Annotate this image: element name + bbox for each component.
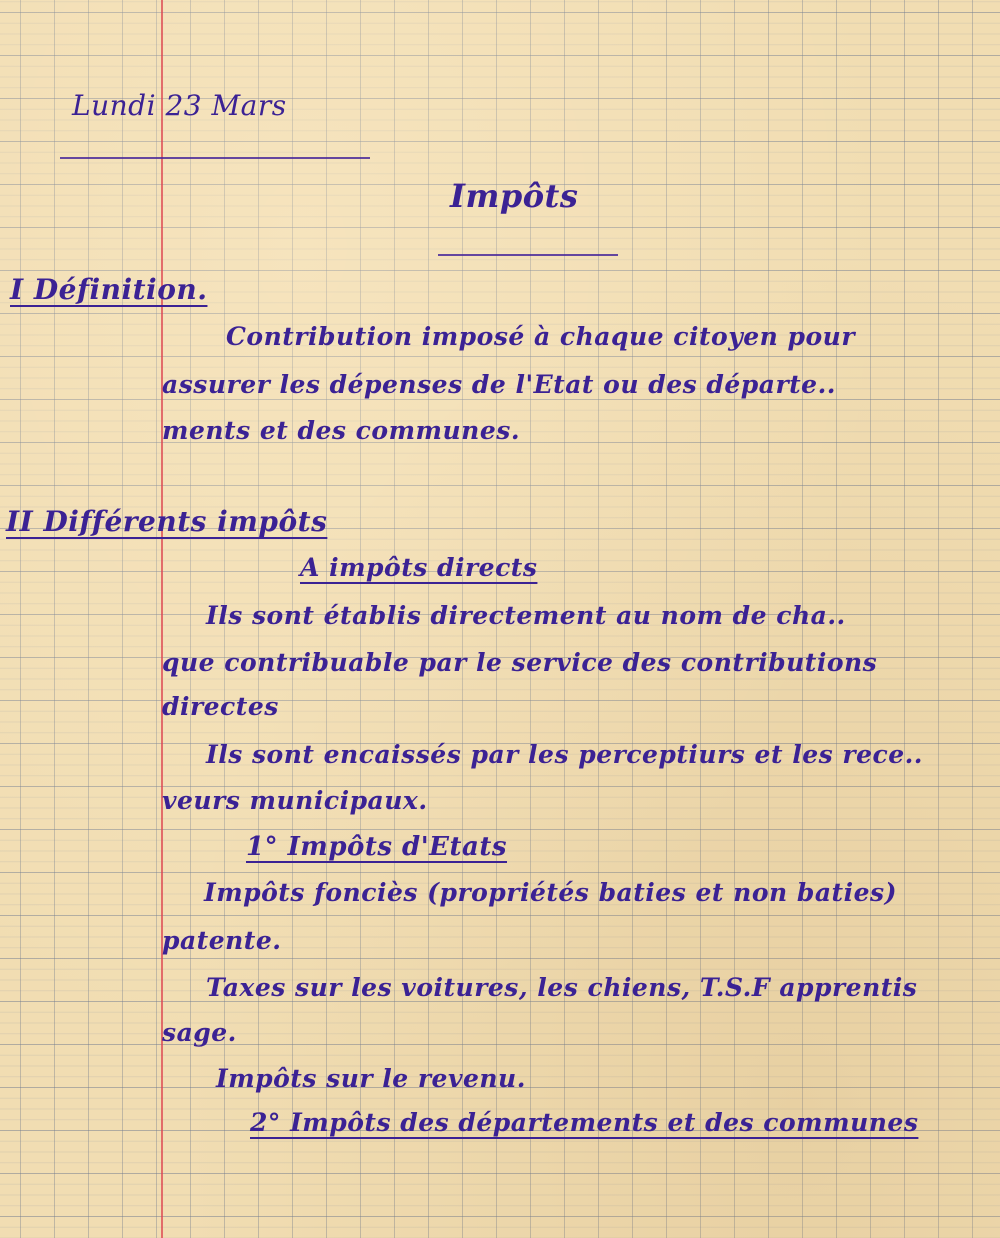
section-2-heading: II Différents impôts — [6, 505, 328, 538]
direct-line-1: Ils sont établis directement au nom de cha.. — [206, 601, 846, 630]
subheading-state-taxes: 1° Impôts d'Etats — [246, 832, 507, 862]
definition-line-1: Contribution imposé à chaque citoyen pour — [226, 322, 856, 351]
direct-line-5: veurs municipaux. — [162, 786, 428, 815]
state-line-1: Impôts fonciès (propriétés baties et non baties) — [204, 878, 897, 907]
direct-line-2: que contribuable par le service des contributions — [162, 648, 878, 677]
subheading-direct-taxes: A impôts directs — [300, 553, 538, 582]
title-rule — [438, 254, 618, 256]
direct-line-3: directes — [162, 692, 279, 721]
page-title: Impôts — [450, 177, 579, 215]
direct-line-4: Ils sont encaissés par les perceptiurs et les rece.. — [206, 740, 924, 769]
date-rule — [60, 157, 370, 159]
state-line-2: patente. — [162, 926, 282, 955]
subheading-department-taxes: 2° Impôts des départements et des communes — [250, 1108, 919, 1137]
state-line-5: Impôts sur le revenu. — [216, 1064, 526, 1093]
state-line-4: sage. — [162, 1018, 237, 1047]
definition-line-3: ments et des communes. — [162, 416, 521, 445]
date-heading: Lundi 23 Mars — [72, 89, 287, 122]
definition-line-2: assurer les dépenses de l'Etat ou des départe.. — [162, 370, 836, 399]
state-line-3: Taxes sur les voitures, les chiens, T.S.F apprentis — [206, 973, 918, 1002]
margin-line — [161, 0, 163, 1238]
section-1-heading: I Définition. — [10, 273, 208, 306]
